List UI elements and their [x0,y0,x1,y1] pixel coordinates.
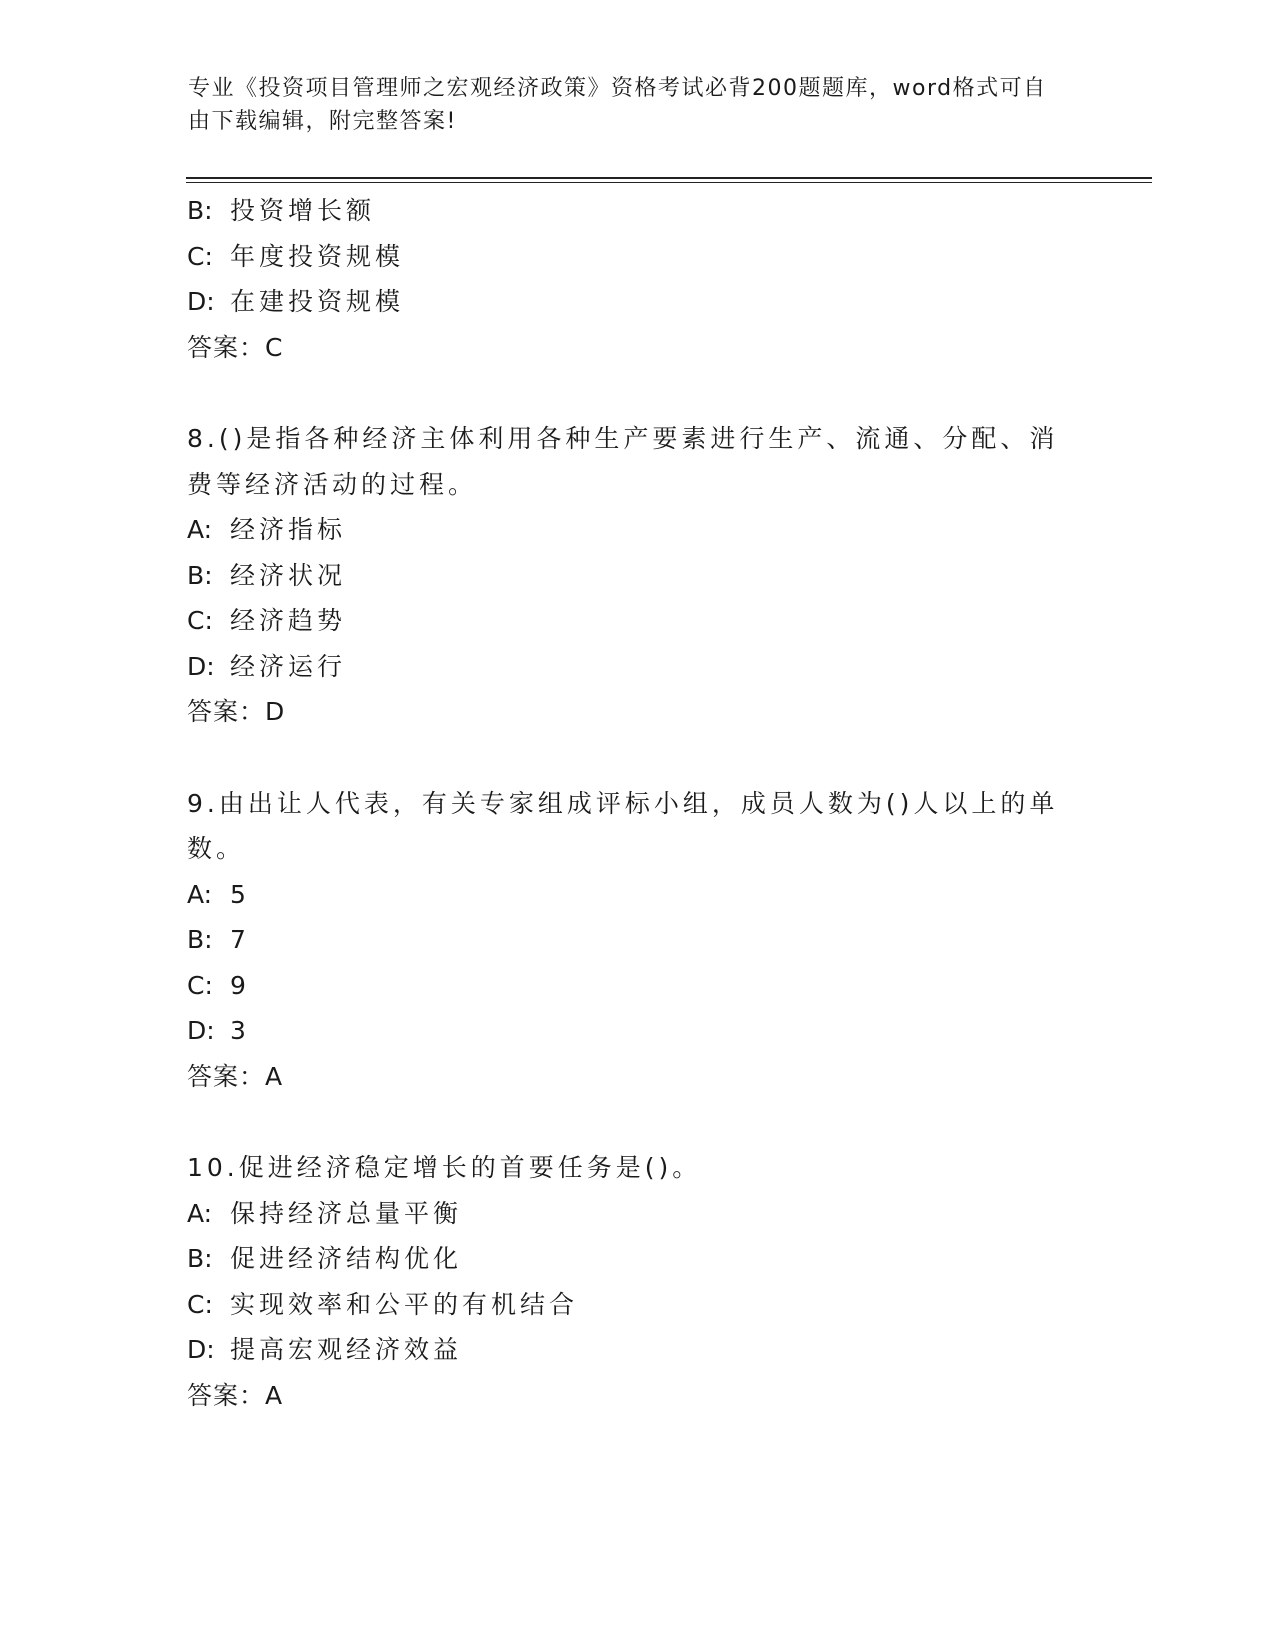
option-a [187,1191,1067,1237]
answer-line: 答案：A [187,1061,284,1091]
option-text: 促进经济结构优化 [230,1244,463,1273]
option-text: 经济指标 [230,515,347,544]
option-text: 经济趋势 [230,606,347,635]
option-key: B: [187,196,213,225]
question-list [187,188,1067,1418]
option-d [187,1327,1067,1373]
option-c [187,598,1067,644]
question-9 [187,781,1067,1100]
question-stem: 8.()是指各种经济主体利用各种生产要素进行生产、流通、分配、消费等经济活动的过程。 [187,424,1059,499]
option-key: C: [187,606,213,635]
question-7-tail [187,188,1067,370]
option-key: A: [187,515,213,544]
question-stem: 10.促进经济稳定增长的首要任务是()。 [187,1153,702,1182]
option-text: 3 [230,1016,250,1045]
option-text: 5 [230,879,250,909]
spacer [187,370,1067,416]
option-key: B: [187,560,213,590]
option-b [187,917,1067,963]
option-d [187,279,1067,325]
question-stem: 9.由出让人代表，有关专家组成评标小组，成员人数为()人以上的单数。 [187,788,1059,863]
option-d [187,1008,1067,1054]
option-a [187,507,1067,553]
answer-line: 答案：C [187,332,284,362]
option-b [187,553,1067,599]
option-key: D: [187,651,215,681]
option-text: 7 [230,925,250,954]
option-d [187,644,1067,690]
option-b [187,1236,1067,1282]
option-text: 经济状况 [230,560,347,590]
option-text: 年度投资规模 [230,241,405,271]
option-key: A: [187,1198,213,1228]
option-a [187,872,1067,918]
option-text: 提高宏观经济效益 [230,1335,463,1364]
option-key: B: [187,1244,213,1273]
option-key: C: [187,970,213,1000]
option-key: C: [187,1289,213,1319]
option-text: 投资增长额 [230,196,376,225]
header-divider-thick [186,177,1152,179]
answer-line: 答案：D [187,697,286,726]
question-8 [187,416,1067,735]
document-header: 专业《投资项目管理师之宏观经济政策》资格考试必背200题题库，word格式可自由下载编辑，附完整答案! [188,76,1047,134]
option-text: 9 [230,970,250,1000]
header-divider-thin [186,182,1152,183]
option-key: B: [187,925,213,954]
option-c [187,234,1067,280]
option-key: D: [187,287,215,316]
option-key: D: [187,1335,215,1364]
option-text: 经济运行 [230,651,347,681]
option-text: 保持经济总量平衡 [230,1198,463,1228]
option-key: C: [187,241,213,271]
question-10 [187,1145,1067,1418]
spacer [187,1099,1067,1145]
option-b [187,188,1067,234]
option-text: 在建投资规模 [230,287,405,316]
answer-line: 答案：A [187,1380,284,1410]
option-c [187,963,1067,1009]
option-c [187,1282,1067,1328]
option-key: D: [187,1016,215,1045]
spacer [187,735,1067,781]
option-key: A: [187,879,213,909]
option-text: 实现效率和公平的有机结合 [230,1289,579,1319]
